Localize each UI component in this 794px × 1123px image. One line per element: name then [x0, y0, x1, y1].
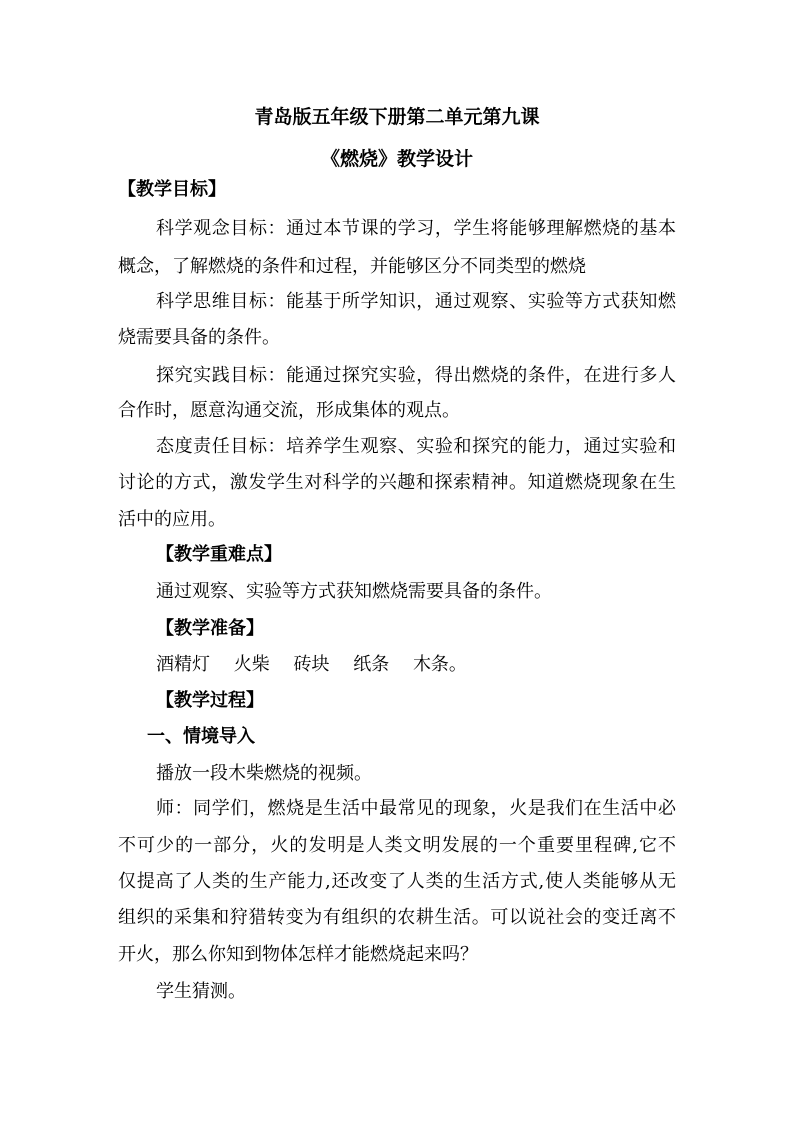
objective-practice-line1: 探究实践目标：能通过探究实验，得出燃烧的条件，在进行多人 — [156, 365, 676, 386]
objective-thinking-line2: 烧需要具备的条件。 — [118, 327, 280, 348]
objective-practice-line2: 合作时，愿意沟通交流，形成集体的观点。 — [118, 400, 460, 421]
prep-item-alcohol-lamp: 酒精灯 — [156, 654, 210, 675]
teacher-line3: 仅提高了人类的生产能力,还改变了人类的生活方式,使人类能够从无 — [118, 871, 676, 892]
document-title-line2: 《燃烧》教学设计 — [320, 148, 473, 170]
teacher-line1: 师：同学们，燃烧是生活中最常见的现象，火是我们在生活中必 — [156, 798, 676, 819]
prep-item-paper-strip: 纸条 — [353, 654, 390, 675]
preparation-items — [156, 653, 485, 677]
prep-item-wood-strip: 木条。 — [412, 654, 467, 675]
document-title-line1: 青岛版五年级下册第二单元第九课 — [254, 106, 540, 128]
students-guess-text: 学生猜测。 — [156, 981, 246, 1002]
section1-heading: 一、情境导入 — [147, 726, 255, 747]
objectives-heading: 【教学目标】 — [118, 179, 226, 200]
teacher-line4: 组织的采集和狩猎转变为有组织的农耕生活。可以说社会的变迁离不 — [118, 907, 676, 928]
objective-concept-line2: 概念，了解燃烧的条件和过程，并能够区分不同类型的燃烧 — [118, 256, 586, 277]
key-points-heading: 【教学重难点】 — [156, 544, 282, 565]
objective-attitude-line3: 活中的应用。 — [118, 509, 226, 530]
teacher-line2: 不可少的一部分，火的发明是人类文明发展的一个重要里程碑,它不 — [118, 835, 676, 856]
teacher-line5: 开火，那么你知到物体怎样才能燃烧起来吗？ — [118, 944, 478, 965]
objective-concept-line1: 科学观念目标：通过本节课的学习，学生将能够理解燃烧的基本 — [156, 218, 676, 239]
prep-item-matches: 火柴 — [233, 654, 270, 675]
objective-attitude-line1: 态度责任目标：培养学生观察、实验和探究的能力，通过实验和 — [156, 436, 676, 457]
process-video-text: 播放一段木柴燃烧的视频。 — [156, 763, 372, 784]
objective-attitude-line2: 讨论的方式，激发学生对科学的兴趣和探索精神。知道燃烧现象在生 — [118, 472, 676, 493]
prep-item-brick: 砖块 — [293, 654, 330, 675]
key-points-text: 通过观察、实验等方式获知燃烧需要具备的条件。 — [156, 581, 552, 602]
preparation-heading: 【教学准备】 — [156, 618, 264, 639]
process-heading: 【教学过程】 — [156, 690, 264, 711]
objective-thinking-line1: 科学思维目标：能基于所学知识，通过观察、实验等方式获知燃 — [156, 291, 676, 312]
